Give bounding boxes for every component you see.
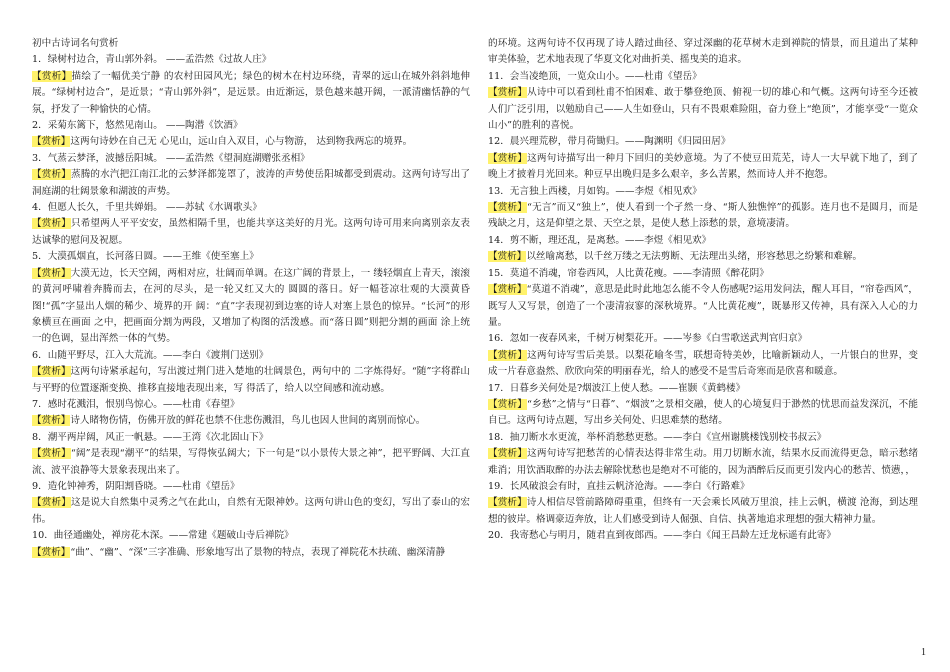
- poem-line: 9．造化钟神秀，阴阳割昏晓。——杜甫《望岳》: [32, 480, 240, 492]
- analysis-paragraph: [488, 282, 918, 331]
- analysis-paragraph: [32, 266, 470, 348]
- analysis-text: 大漠无边，长天空阔，两相对应，壮阔而单调。在这广阔的背景上，一 缕轻烟直上青天，滚滚的黄河呼啸着奔腾而去，在河的尽头，是一轮又红又大的 圆圆的落日。好一幅苍凉壮观的大漠黄昏图!“孤”字显出人烟的稀少、境界的开 阔：“直”字表现初到边塞的诗人对塞上景色的惊异。“长河”的形象横亘在画面 之中，把画面分割为两段，又增加了构图的活泼感。而“落日圆”则把分割的画面 涂上统一的色调，显出浑然一体的气势。: [32, 267, 470, 345]
- analysis-paragraph: [488, 348, 918, 381]
- analysis-text: 诗人相信尽管前路障碍重重，但终有一天会乘长风破万里浪，挂上云帆，横渡 沧海，到达理想的彼岸。格调豪迈奔放，让人们感受到诗人倔强、自信、执著地追求理想的强大精神力量。: [488, 497, 918, 525]
- analysis-paragraph: [32, 167, 470, 200]
- analysis-tag: 【赏析】: [488, 448, 528, 460]
- analysis-paragraph: [32, 446, 470, 479]
- analysis-text: 这两句诗写雪后美景。以梨花喻冬雪，联想奇特美妙，比喻新颖动人，一片银白的世界，变成一片春意盎然、欣欣向荣的明丽春光，给人的感受不是雪后奇寒而是欣喜和暖意。: [488, 349, 919, 378]
- poem-line: 20．我寄愁心与明月，随君直到夜郎西。——李白《闻王昌龄左迁龙标遥有此寄》: [488, 530, 836, 542]
- poem-line: 2．采菊东篱下，悠然见南山。 ——陶潜《饮酒》: [32, 120, 243, 132]
- analysis-paragraph: [488, 446, 918, 479]
- analysis-text: “曲”、“幽”、“深”三字准确、形象地写出了景物的特点，表现了禅院花木扶疏、幽深清静: [70, 546, 446, 558]
- analysis-paragraph: [32, 364, 470, 397]
- poem-line: 6．山随平野尽，江入大荒流。——李白《渡荆门送别》: [32, 349, 269, 361]
- analysis-text: “阔”是表现“潮平”的结果，写得恢弘阔大；下一句是“以小景传大景之神”，把平野阔、大江直流、波平浪静等大景象表现出来了。: [32, 448, 470, 476]
- poem-line: 8．潮平两岸阔，风正一帆悬。——王湾《次北固山下》: [32, 431, 269, 443]
- analysis-text: 从诗中可以看到杜甫不怕困难、敢于攀登绝顶、俯视一切的雄心和气概。这两句诗至今还被人们广泛引用，以勉励自己——人生如登山，只有不畏艰难险阻，奋力登上“绝顶”，才能享受“一览众山小”的胜利的喜悦。: [488, 87, 919, 132]
- analysis-paragraph: [488, 85, 918, 134]
- poem-line: 17．日暮乡关何处是?烟波江上使人愁。——崔颢《黄鹤楼》: [488, 382, 746, 394]
- analysis-paragraph: [488, 249, 918, 265]
- left-column: [32, 36, 470, 561]
- analysis-tag: 【赏析】: [488, 349, 528, 361]
- poem-line: 16．忽如一夜春风来，千树万树梨花开。——岑参《白雪歌送武判官归京》: [488, 333, 808, 345]
- poem-line: 7．感时花溅泪，恨别鸟惊心。——杜甫《春望》: [32, 398, 240, 410]
- analysis-tag: 【赏析】: [488, 202, 528, 214]
- poem-line: 1．绿树村边合，青山郭外斜。 ——孟浩然《过故人庄》: [32, 54, 272, 66]
- page-number: 1: [921, 647, 926, 658]
- analysis-paragraph: [488, 151, 918, 184]
- analysis-tag: 【赏析】: [488, 251, 527, 263]
- analysis-tag: 【赏析】: [32, 415, 71, 427]
- analysis-text: “乡愁”之情与“日暮”、“烟波”之景相交融，使人的心境复归于渺然的忧思而益发深沉，不能自已。这两句诗点题，写出乡关何处、归思难禁的愁绪。: [488, 398, 919, 427]
- analysis-text: 蒸腾的水汽把江南江北的云梦泽都笼罩了，波涛的声势使岳阳城都受到震动。这两句诗写出了洞庭湖的壮阔景象和湖波的声势。: [32, 169, 471, 197]
- poem-line: 13．无言独上西楼，月如钩。——李煜《相见欢》: [488, 185, 702, 197]
- poem-line: 19．长风破浪会有时，直挂云帆济沧海。——李白《行路难》: [488, 480, 750, 492]
- analysis-paragraph: [488, 495, 918, 528]
- analysis-tag: 【赏析】: [32, 218, 71, 230]
- analysis-paragraph: [32, 545, 470, 561]
- analysis-tag: 【赏析】: [488, 87, 528, 99]
- analysis-tag: 【赏析】: [32, 267, 71, 279]
- poem-line: 5．大漠孤烟直，长河落日圆。——王维《使至塞上》: [32, 251, 259, 263]
- right-column: [488, 36, 918, 545]
- analysis-text: “无言”而又“独上”，使人看到一个孑然一身、“斯人独憔悴”的孤影。连月也不是圆月，而是残缺之月，这是仰望之景、天空之景，是使人愁上添愁的景，意境凄清。: [488, 202, 919, 230]
- poem-line: 11．会当凌绝顶，一览众山小。——杜甫《望岳》: [488, 70, 702, 82]
- analysis-paragraph: [32, 69, 470, 118]
- analysis-tag: 【赏析】: [32, 546, 71, 558]
- analysis-tag: 【赏析】: [32, 497, 71, 509]
- analysis-tag: 【赏析】: [32, 70, 72, 82]
- doc-title: 初中古诗词名句赏析: [32, 38, 119, 49]
- analysis-tag: 【赏析】: [32, 169, 71, 181]
- analysis-text: 这两句诗描写出一种月下回归的美妙意境。为了不使豆田荒芜，诗人一大早就下地了，到了晚上才披着月光回来。种豆早出晚归是多么艰辛，多么苦累，然而诗人并不抱怨。: [488, 152, 919, 181]
- poem-line: 18．抽刀断水水更流，举杯消愁愁更愁。——李白《宣州谢朓楼饯别校书叔云》: [488, 431, 827, 443]
- poem-line: 15．莫道不消魂，帘卷西风，人比黄花瘦。——李清照《醉花阴》: [488, 267, 769, 279]
- analysis-text: 描绘了一幅优美宁静 的农村田园风光；绿色的树木在村边环绕，青翠的远山在城外斜斜地伸展。“绿树村边合”，是近景；“青山郭外斜”，是远景。由近渐远，景色越来越开阔，一派清幽恬静的气氛，抒发了一种愉快的心情。: [32, 70, 470, 115]
- analysis-text: 这两句诗写把愁苦的心情表达得非常生动。用刀切断水流，结果水反而流得更急，暗示愁绪难消；用饮酒取醉的办法去解除忧愁也是绝对不可能的，因为酒醉后反而更引发内心的愁苦、愤懑，，: [488, 448, 919, 476]
- analysis-tag: 【赏析】: [488, 398, 528, 410]
- analysis-tag: 【赏析】: [488, 152, 528, 164]
- left-column-body: [32, 52, 470, 561]
- analysis-paragraph: [488, 200, 918, 233]
- analysis-paragraph: [32, 413, 470, 429]
- analysis-tag: 【赏析】: [488, 497, 527, 509]
- analysis-tag: 【赏析】: [32, 136, 71, 148]
- analysis-text: 这是说大自然集中灵秀之气在此山，自然有无限神妙。这两句讲山色的变幻，写出了泰山的宏伟。: [32, 497, 471, 525]
- analysis-text: 这两句诗妙在自己无 心见山，远山自入双目，心与物游， 达到物我两忘的境界。: [70, 136, 413, 148]
- analysis-paragraph: [32, 495, 470, 528]
- analysis-text: 这两句诗紧承起句，写出渡过荆门进入楚地的壮阔景色，两句中的 二字炼得好。“随”字将群山与平野的位置逐渐变换、推移直接地表现出来，写 得活了，给人以空间感和流动感。: [32, 366, 471, 394]
- poem-line: 10．曲径通幽处，禅房花木深。——常建《题破山寺后禅院》: [32, 530, 294, 542]
- poem-line: 12．晨兴理荒秽，带月荷锄归。——陶渊明《归园田居》: [488, 136, 731, 148]
- analysis-paragraph: [488, 397, 918, 430]
- analysis-tag: 【赏析】: [32, 366, 71, 378]
- analysis-text: “莫道不消魂”，意思是此时此地怎么能不令人伤感呢?运用发问法，醒人耳目，“帘卷西风”，既写人又写景，创造了一个凄清寂寥的深秋境界。“人比黄花瘦”，既暴形又传神，具有深入人心的力量。: [488, 284, 918, 328]
- continued-paragraph: 的环境。这两句诗不仅再现了诗人踏过曲径、穿过深幽的花草树木走到禅院的情景，而且道出了某种审美体验，艺术地表现了华夏文化对曲折美、摇曳美的追求。: [488, 38, 918, 66]
- analysis-text: 以丝喻离愁，以千丝万缕之无法剪断、无法理出头绪，形容愁思之纷繁和难解。: [526, 251, 863, 263]
- poem-line: 14．剪不断，理还乱，是离愁。——李煜《相见欢》: [488, 234, 712, 246]
- analysis-paragraph: [32, 134, 470, 150]
- analysis-paragraph: [32, 216, 470, 249]
- analysis-tag: 【赏析】: [488, 284, 527, 296]
- analysis-text: 诗人睹物伤情，伤佛开放的鲜花也禁不住悲伤溅泪，鸟儿也因人世间的离别而惊心。: [70, 415, 426, 427]
- poem-line: 3．气蒸云梦泽，波撼岳阳城。 ——孟浩然《望洞庭湖赠张丞相》: [32, 152, 310, 164]
- poem-line: 4．但愿人长久，千里共婵娟。 ——苏轼《水调歌头》: [32, 202, 262, 214]
- right-column-body: [488, 36, 918, 545]
- analysis-text: 只希望两人平平安安，虽然相隔千里，也能共享这美好的月光。这两句诗可用来向离别亲友表达诚挚的慰问及祝愿。: [32, 218, 471, 246]
- analysis-tag: 【赏析】: [32, 448, 71, 460]
